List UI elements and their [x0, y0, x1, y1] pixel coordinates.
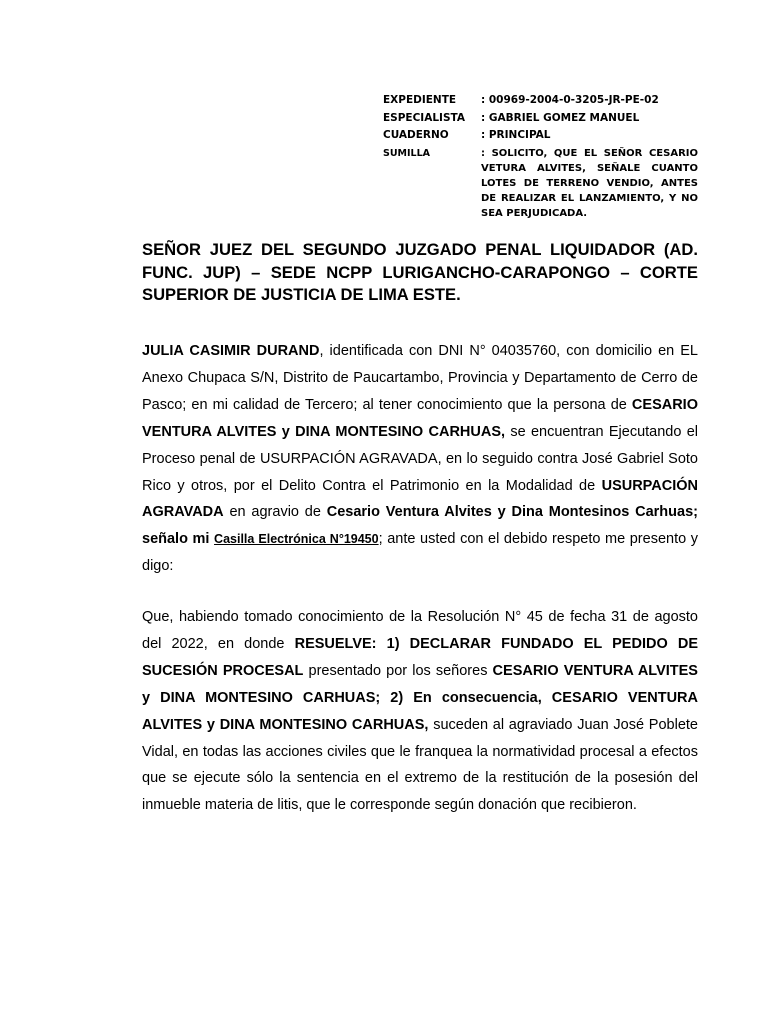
paragraph-text: , identificada con DNI N° 04035760, con domicilio en EL Anexo Chupaca S/N, Distrito de Paucartambo, Provincia y Departamento de Cerro de Pasco; en mi calidad de Tercero; al tener conocimiento que la persona de: [142, 343, 698, 413]
paragraph-text: en agravio de: [223, 504, 327, 521]
crime-name: USURPACIÓN AGRAVADA: [142, 477, 698, 521]
header-label: CUADERNO: [383, 129, 449, 141]
header-label: EXPEDIENTE: [383, 94, 457, 106]
header-label: ESPECIALISTA: [383, 111, 465, 124]
paragraph-text: Que, habiendo tomado conocimiento de la Resolución N° 45 de fecha 31 de agosto del 2022, en donde: [142, 609, 698, 652]
addressee-heading: SEÑOR JUEZ DEL SEGUNDO JUZGADO PENAL LIQUIDADOR (AD. FUNC. JUP) – SEDE NCPP LURIGANCHO-CARAPONGO – CORTE SUPERIOR DE JUSTICIA DE LIMA ESTE.: [142, 240, 698, 304]
header-label: SUMILLA: [383, 147, 431, 159]
header-row-sumilla: [383, 145, 698, 222]
paragraph-text: suceden al agraviado Juan José Poblete Vidal, en todas las acciones civiles que le franquea la normatividad procesal a efectos que se ejecute sólo la sentencia en el extremo de la restitución de la posesión del inmueble materia de litis, que le corresponde según donación que recibieron.: [142, 716, 698, 814]
header-value: : 00969-2004-0-3205-JR-PE-02: [481, 94, 659, 106]
paragraph-text: ; ante usted con el debido respeto me presento y digo:: [142, 531, 699, 575]
petitioner-name: JULIA CASIMIR DURAND: [142, 343, 320, 359]
intro-paragraph: [142, 338, 698, 580]
resolution-paragraph: [142, 604, 698, 819]
header-value: : GABRIEL GOMEZ MANUEL: [481, 111, 640, 124]
header-row-expediente: [383, 92, 698, 110]
paragraph-text: se encuentran Ejecutando el Proceso penal de USURPACIÓN AGRAVADA, en lo seguido contra José Gabriel Soto Rico y otros, por el Delito Contra el Patrimonio en la Modalidad de: [142, 423, 699, 494]
header-row-cuaderno: [383, 127, 698, 145]
electronic-mailbox: Casilla Electrónica N°19450: [214, 532, 379, 547]
header-value: : PRINCIPAL: [481, 129, 551, 141]
resolution-text: RESUELVE: 1) DECLARAR FUNDADO EL PEDIDO DE SUCESIÓN PROCESAL: [142, 635, 699, 679]
paragraph-text: presentado por los señores: [303, 662, 493, 679]
case-header: [383, 92, 698, 222]
resolution-parties: CESARIO VENTURA ALVITES y DINA MONTESINO CARHUAS; 2) En consecuencia, CESARIO VENTURA ALVITES y DINA MONTESINO CARHUAS,: [142, 662, 698, 733]
aggrieved-names: Cesario Ventura Alvites y Dina Montesinos Carhuas; señalo mi: [142, 504, 698, 548]
header-value: : SOLICITO, QUE EL SEÑOR CESARIO VETURA ALVITES, SEÑALE CUANTO LOTES DE TERRENO VENDIO, ANTES DE REALIZAR EL LANZAMIENTO, Y NO SEA PERJUDICADA.: [481, 147, 698, 220]
header-row-especialista: [383, 110, 698, 128]
parties-names: CESARIO VENTURA ALVITES y DINA MONTESINO CARHUAS,: [142, 396, 698, 440]
